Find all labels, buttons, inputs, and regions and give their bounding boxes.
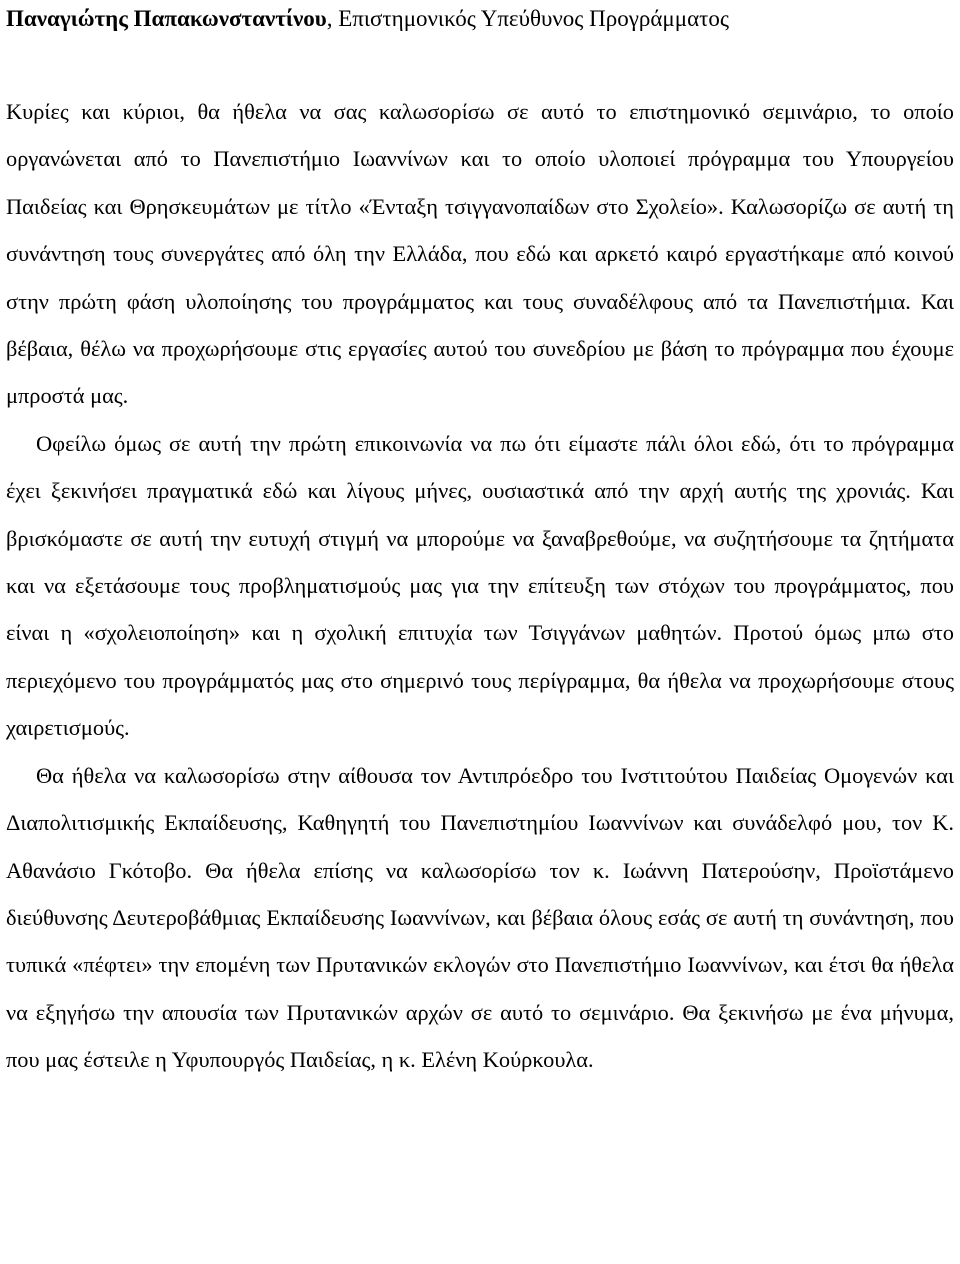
- paragraph-greetings: Θα ήθελα να καλωσορίσω στην αίθουσα τον Αντιπρόεδρο του Ινστιτούτου Παιδείας Ομογενών και Διαπολιτισμικής Εκπαίδευσης, Καθηγητή του Πανεπιστημίου Ιωαννίνων και συνάδελφό μου, τον Κ. Αθανάσιο Γκότοβο. Θα ήθελα επίσης να καλωσορίσω τον κ. Ιωάννη Πατερούσην, Προϊστάμενο διεύθυνσης Δευτεροβάθμιας Εκπαίδευσης Ιωαννίνων, και βέβαια όλους εσάς σε αυτή τη συνάντηση, που τυπικά «πέφτει» την επομένη των Πρυτανικών εκλογών στο Πανεπιστήμιο Ιωαννίνων, και έτσι θα ήθελα να εξηγήσω την απουσία των Πρυτανικών αρχών σε αυτό το σεμινάριο. Θα ξεκινήσω με ένα μήνυμα, που μας έστειλε η Υφυπουργός Παιδείας, η κ. Ελένη Κούρκουλα.: [6, 762, 954, 1073]
- speaker-heading: [6, 2, 954, 36]
- paragraph-welcome: Κυρίες και κύριοι, θα ήθελα να σας καλωσορίσω σε αυτό το επιστημονικό σεμινάριο, το οποίο οργανώνεται από το Πανεπιστήμιο Ιωαννίνων και το οποίο υλοποιεί πρόγραμμα του Υπουργείου Παιδείας και Θρησκευμάτων με τίτλο «Ένταξη τσιγγανοπαίδων στο Σχολείο». Καλωσορίζω σε αυτή τη συνάντηση τους συνεργάτες από όλη την Ελλάδα, που εδώ και αρκετό καιρό εργαστήκαμε από κοινού στην πρώτη φάση υλοποίησης του προγράμματος και τους συναδέλφους από τα Πανεπιστήμια. Και βέβαια, θέλω να προχωρήσουμε στις εργασίες αυτού του συνεδρίου με βάση το πρόγραμμα που έχουμε μπροστά μας.: [6, 99, 954, 409]
- document-page: [6, 0, 954, 1084]
- speaker-name: Παναγιώτης Παπακωνσταντίνου: [6, 6, 327, 31]
- paragraph-program-status: Οφείλω όμως σε αυτή την πρώτη επικοινωνία να πω ότι είμαστε πάλι όλοι εδώ, ότι το πρόγραμμα έχει ξεκινήσει πραγματικά εδώ και λίγους μήνες, ουσιαστικά από την αρχή αυτής της χρονιάς. Και βρισκόμαστε σε αυτή την ευτυχή στιγμή να μπορούμε να ξαναβρεθούμε, να συζητήσουμε τα ζητήματα και να εξετάσουμε τους προβληματισμούς μας για την επίτευξη των στόχων του προγράμματος, που είναι η «σχολειοποίηση» και η σχολική επιτυχία των Τσιγγάνων μαθητών. Προτού όμως μπω στο περιεχόμενο του προγράμματός μας στο σημερινό τους περίγραμμα, θα ήθελα να προχωρήσουμε στους χαιρετισμούς.: [6, 430, 954, 741]
- speaker-role: , Επιστημονικός Υπεύθυνος Προγράμματος: [326, 6, 729, 31]
